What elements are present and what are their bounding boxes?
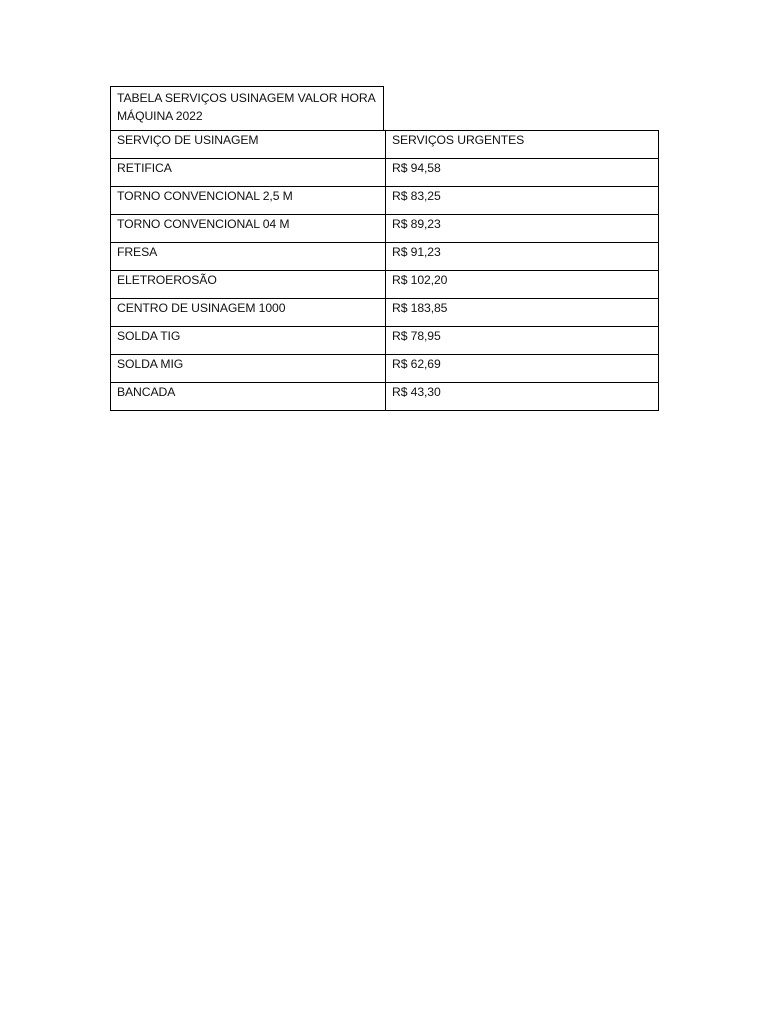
- service-name: FRESA: [111, 243, 386, 271]
- table-row: [111, 327, 659, 355]
- service-price: R$ 102,20: [386, 271, 659, 299]
- service-name: BANCADA: [111, 383, 386, 411]
- service-name: TORNO CONVENCIONAL 04 M: [111, 215, 386, 243]
- service-name: SOLDA TIG: [111, 327, 386, 355]
- table-row: [111, 271, 659, 299]
- service-name: RETIFICA: [111, 159, 386, 187]
- service-name: CENTRO DE USINAGEM 1000: [111, 299, 386, 327]
- price-table: [110, 86, 658, 411]
- service-price: R$ 62,69: [386, 355, 659, 383]
- table-row: [111, 215, 659, 243]
- service-price: R$ 91,23: [386, 243, 659, 271]
- service-name: SOLDA MIG: [111, 355, 386, 383]
- price-grid: [110, 130, 659, 411]
- service-price: R$ 83,25: [386, 187, 659, 215]
- table-row: [111, 187, 659, 215]
- service-name: TORNO CONVENCIONAL 2,5 M: [111, 187, 386, 215]
- service-price: R$ 78,95: [386, 327, 659, 355]
- table-row: [111, 299, 659, 327]
- service-price: R$ 94,58: [386, 159, 659, 187]
- table-row: [111, 383, 659, 411]
- service-name: ELETROEROSÃO: [111, 271, 386, 299]
- table-row: [111, 243, 659, 271]
- table-header-row: [111, 131, 659, 159]
- header-urgent-services: SERVIÇOS URGENTES: [386, 131, 659, 159]
- table-row: [111, 355, 659, 383]
- service-price: R$ 43,30: [386, 383, 659, 411]
- header-service: SERVIÇO DE USINAGEM: [111, 131, 386, 159]
- table-row: [111, 159, 659, 187]
- table-title: TABELA SERVIÇOS USINAGEM VALOR HORA MÁQUINA 2022: [110, 86, 384, 131]
- service-price: R$ 183,85: [386, 299, 659, 327]
- service-price: R$ 89,23: [386, 215, 659, 243]
